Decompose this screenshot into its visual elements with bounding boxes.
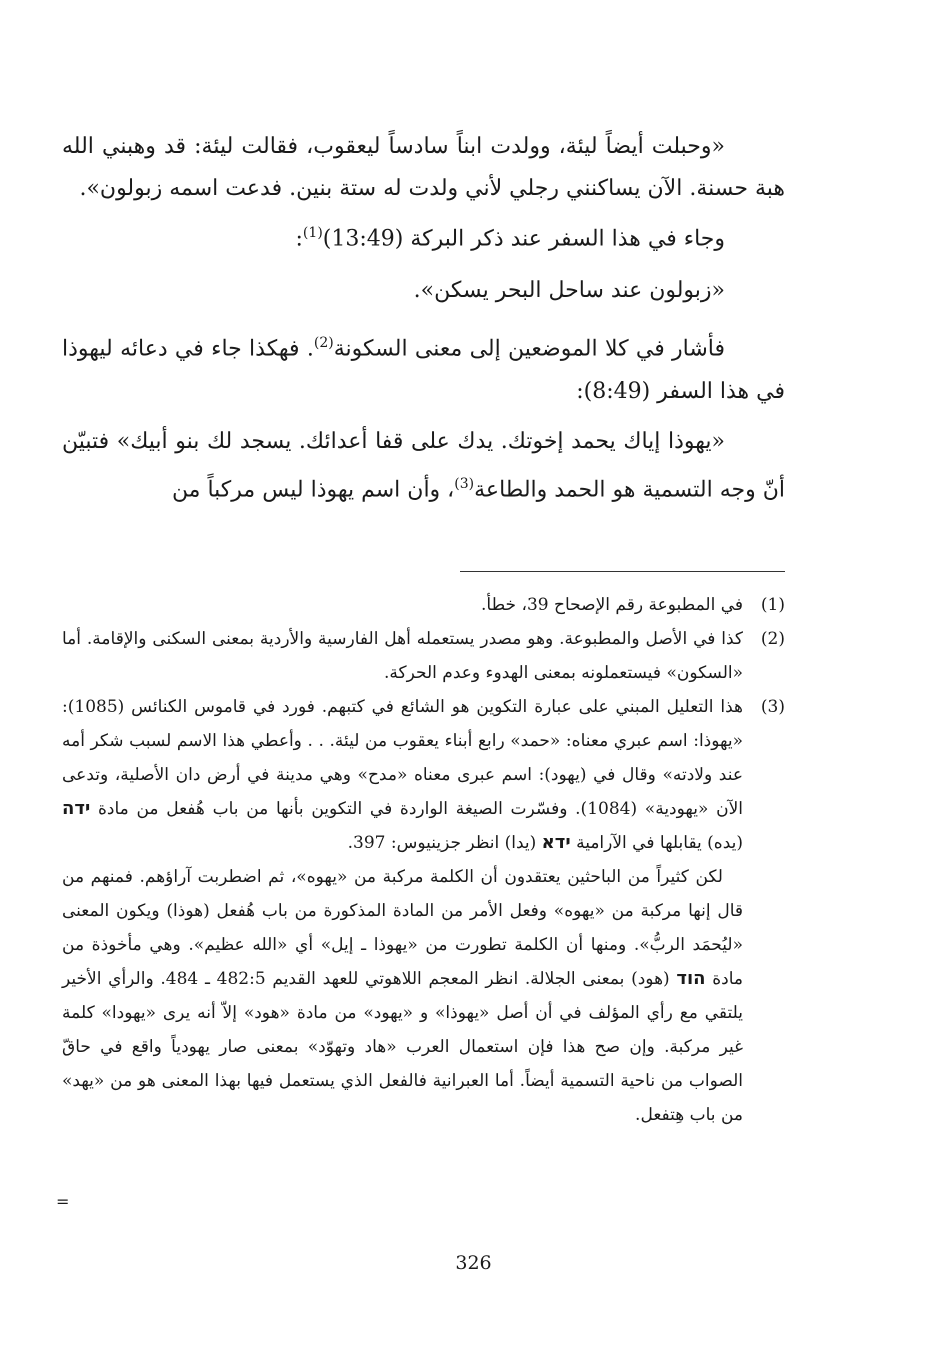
footnote-3-cont-text-a: لكن كثيراً من الباحثين يعتقدون أن الكلمة مركبة من «يهوه»، ثم اضطربت آراؤهم. فمنهم من قال إنها مركبة من «يهوه» وفعل الأمر من المادة المذكورة من باب هُفعل (هوذا) ويكون المعنى «ليُحمَد الربُّ». ومنها أن الكلمة تطورت من «يهوذا ـ إيل» أي «الله عظيم». وهي مأخوذة من مادة bbox=[62, 867, 744, 989]
footnote-3 bbox=[62, 690, 785, 860]
footnote-ref-2[interactable]: (2) bbox=[313, 335, 334, 352]
footnote-ref-1[interactable]: (1) bbox=[302, 225, 323, 241]
page-number: 326 bbox=[455, 1252, 492, 1274]
paragraph-5-text-a: «يهوذا إياك يحمد إخوتك. يدك على قفا أعدائك. يسجد لك بنو أبيك» فتبيّن أنّ وجه التسمية هو الحمد والطاعة bbox=[62, 428, 785, 502]
hebrew-word-1: ידה bbox=[62, 798, 91, 819]
footnotes bbox=[62, 588, 785, 1132]
footnote-3-continuation bbox=[62, 860, 785, 1132]
paragraph-2-end: : bbox=[295, 226, 303, 252]
continuation-mark: = bbox=[56, 1192, 70, 1211]
paragraph-5-text-b: ، وأن اسم يهوذا ليس مركباً من bbox=[171, 476, 455, 502]
footnote-ref-3[interactable]: (3) bbox=[454, 475, 475, 492]
paragraph-4 bbox=[62, 322, 785, 412]
footnote-1-text: في المطبوعة رقم الإصحاح 39، خطأ. bbox=[481, 595, 743, 615]
main-text bbox=[62, 126, 785, 511]
hebrew-word-3: הוד bbox=[676, 968, 706, 989]
footnote-3-number: (3) bbox=[760, 697, 785, 717]
hebrew-word-2: ידא bbox=[541, 832, 571, 853]
footnote-3-cont-text-b: (هود) بمعنى الجلالة. انظر المعجم اللاهوتي للعهد القديم 482:5 ـ 484. والرأي الأخير يلتقي مع رأي المؤلف في أن أصل «يهوذا» و «يهود» من مادة «هود» إلاّ أنه يرى «يهودا» كلمة غير مركبة. وإن صح هذا فإن استعمال العرب «هاد وتهوّد» بمعنى صار يهودياً واقع في حاقّ الصواب من ناحية التسمية أيضاً. أما العبرانية فالفعل الذي يستعمل فيها بهذا المعنى هو من «يهد» من باب هِتفعل. bbox=[62, 969, 743, 1125]
paragraph-5 bbox=[62, 421, 785, 511]
paragraph-2 bbox=[62, 212, 785, 260]
footnote-2-text: كذا في الأصل والمطبوعة. وهو مصدر يستعمله أهل الفارسية والأردية بمعنى السكنى والإقامة. أما «السكون» فيستعملونه بمعنى الهدوء وعدم الحركة. bbox=[62, 629, 743, 683]
paragraph-4-text-b: . فهكذا جاء في دعائه ليهوذا في هذا السفر (8:49): bbox=[62, 336, 785, 404]
paragraph-1: «وحبلت أيضاً ليئة، وولدت ابناً سادساً ليعقوب، فقالت ليئة: قد وهبني الله هبة حسنة. الآن يساكنني رجلي لأني ولدت له ستة بنين. فدعت اسمه زبولون». bbox=[62, 134, 785, 201]
paragraph-3: «زبولون عند ساحل البحر يسكن». bbox=[413, 278, 725, 304]
footnote-3-text-a: هذا التعليل المبني على عبارة التكوين هو الشائع في كتبهم. فورد في قاموس الكنائس (1085): «يهوذا: اسم عبري معناه: «حمد» رابع أبناء يعقوب من ليئة. . . وأعطي هذا الاسم لسبب شكر أمه عند ولادته» وقال في (يهود): اسم عبرى معناه «مدح» وهي مدينة في أرض دان الأصلية، وتدعى الآن «يهودية» (1084). وفسّرت الصيغة الواردة في التكوين بأنها من باب هُفعل من مادة bbox=[62, 697, 743, 819]
footnote-2-number: (2) bbox=[760, 629, 785, 649]
footnote-3-text-b: (يده) يقابلها في الآرامية bbox=[576, 833, 743, 853]
paragraph-2-text: وجاء في هذا السفر عند ذكر البركة (13:49) bbox=[322, 226, 725, 252]
footnote-1 bbox=[62, 588, 785, 622]
footnote-3-text-c: (يدا) انظر جزينيوس: 397. bbox=[347, 833, 537, 853]
footnote-divider bbox=[460, 571, 785, 572]
paragraph-4-text-a: فأشار في كلا الموضعين إلى معنى السكونة bbox=[333, 336, 726, 362]
footnote-2 bbox=[62, 622, 785, 690]
footnote-1-number: (1) bbox=[760, 595, 785, 615]
